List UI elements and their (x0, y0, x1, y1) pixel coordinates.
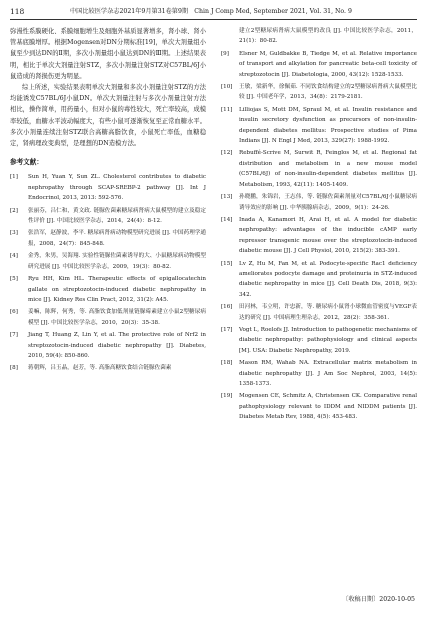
page-number: 118 (10, 7, 25, 16)
reference-item: [1] Sun H, Yuan Y, Sun ZL. Cholesterol contributes to diabetic nephropathy through SCAP-SREBP-2 pathway [J]. Int J Endocrinol, 2013, 2013: 592-576. (10, 174, 206, 202)
reference-item: [19] Mogensen CE, Schmitz A, Christensen CK. Comparative renal pathophysiology relevant to IDDM and NIDDM patients [J]. Diabetes Metab Rev, 1988, 4(5): 453-483. (221, 393, 417, 421)
reference-item: [18] Mason RM, Wahab NA. Extracellular matrix metabolism in diabetic nephropathy [J]. J Am Soc Nephrol, 2003, 14(5): 1358-1373. (221, 360, 417, 387)
reference-item: [11] Lilliojas S, Mott DM, Spraul M, et al. Insulin resistance and insulin secretory dysfunction as precursors of non-insulin-dependent diabetes mellitus: Prospective studies of Pima Indians [J]. N Engl J Med, 2013, 329(27): 1988-1992. (221, 106, 417, 145)
running-header (10, 5, 417, 20)
references-heading: 参考文献： (10, 159, 43, 167)
reference-item: [15] Lv Z, Hu M, Fan M, et al. Podocyte-specific Rac1 deficiency ameliorates podocyte damage and proteinuria in STZ-induced diabetic nephropathy in mice [J]. Cell Death Dis, 2018, 9(3): 342. (221, 260, 417, 298)
reference-item: [6] 姜嘛，陈辉，何秀，等. 高脂饮食加低剂量链脲霉素建立小鼠2型糖尿病模型 [J]. 中国比较医学杂志，2010，20(3)：35-38. (10, 309, 206, 326)
reference-item: [13] 孙晓鹏，朱锦岩，王志伟，等. 链脲佐菌素剂量对C57BL/6J小鼠糖尿病诱导效应的影响 [J]. 中华胰腺病杂志，2009，9(1)：24-26. (221, 194, 417, 211)
reference-item: [2] 张丽芬，吕仁和，黄文政. 链脲佐菌素糖尿病肾病大鼠模型的建立及稳定性评价 [J]. 中国比较医学杂志，2014，24(4)：8-12. (10, 207, 206, 225)
reference-item: [14] Inada A, Kanamori H, Arai H, et al. A model for diabetic nephropathy: advantages of the inducible cAMP early repressor transgenic mouse over the streptozotocin-induced diabetic mouse [J]. J Cell Physiol, 2010, 215(2): 383-391. (221, 216, 417, 255)
journal-citation-line: 中国比较医学杂志2021年9月第31卷第9期 Chin J Comp Med, September 2021, Vol. 31, No. 9 (70, 8, 352, 15)
reference-continuation: 建立2型糖尿病肾病大鼠模型的改良 [J]. 中国比较医学杂志，2011，21(1)：80-82. (239, 28, 417, 45)
received-date: 〔收稿日期〕2020-10-05 (342, 596, 415, 603)
reference-item: [9] Elsner M, Guldbakke B, Tiedge M, et al. Relative importance of transport and alkylation for pancreatic beta-cell toxicity of streptozotocin [J]. Diabetologia, 2000, 43(12): 1528-1533. (221, 50, 417, 78)
body-paragraph-1: 弥漫性系膜硬化、系膜细胞增生及细胞外基质显著增多，肾小球、肾小管基底膜增厚。根据Mogensen对DN分期标准[19]，单次大剂量组小鼠至少到达DN的Ⅱ期，多次小剂量组小鼠达到DN的Ⅲ期。上述结果表明，相比于单次大剂量注射STZ，多次小剂量注射STZ对C57BL/6J小鼠造成的肾损伤更为明显。 (10, 28, 206, 80)
reference-item: [5] Ryu HH, Kim HL. Therapeutic effects of epigallocatechin gallate on streptozotocin-induced diabetic nephropathy in mice [J]. Kidney Res Clin Pract, 2012, 31(2): A45. (10, 276, 206, 303)
reference-item: [7] Jiang T, Huang Z, Lin Y, et al. The protective role of Nrf2 in streptozotocin-induced diabetic nephropathy [J]. Diabetes, 2010, 59(4): 850-860. (10, 332, 206, 359)
reference-item: [3] 张浩军，赵静波，李平. 糖尿病肾病动物模型研究进展 [J]. 中国药理学通报，2008，24(7)：845-848. (10, 230, 206, 247)
reference-item: [16] 田河林，韦立明，许忠新，等. 糖尿病小鼠肾小球微血管密度与VEGF表达的研究 [J]. 中国病理生理杂志，2012，28(2)：358-361. (221, 304, 417, 321)
body-paragraph-2: 综上所述，实验结果表明单次大剂量和多次小剂量注射STZ的方法均能诱发C57BL/6J小鼠DN。单次大剂量注射与多次小剂量注射方法相比，操作简单，用药量小，但对小鼠的毒性较大，死亡率较高，成模率较低，血糖水平波动幅度大，有些小鼠可逐渐恢复至正常血糖水平。多次小剂量连续注射STZ联合高糖高脂饮食，小鼠死亡率低，血糖稳定，肾病理改变典型，是理想的DN造模方法。 (10, 84, 206, 148)
reference-item: [4] 金秀，朱男，吴海翔. 实验性链脲佐菌素诱导的大、小鼠糖尿病动物模型研究进展 [J]. 中国比较医学杂志，2009，19(3)：80-82. (10, 253, 206, 270)
reference-item: [12] Rebuffé-Scrive M, Surwit R, Feinglos M, et al. Regional fat distribution and metabolism in a new mouse model (C57BL/6J) of non-insulin-dependent diabetes mellitus [J]. Metabolism, 1993, 42(11): 1405-1409. (221, 150, 417, 188)
reference-item: [17] Vogt L, Roelofs JJ. Introduction to pathogenetic mechanisms of diabetic nephropathy: pathophysiology and clinical aspects [M]. USA: Diabetic Nephropathy, 2019. (221, 326, 417, 354)
references-list-left (10, 172, 206, 373)
right-column (221, 26, 417, 425)
reference-item: [8] 蒋朝辉，吕玉晶，赵芳，等. 高脂高糖饮食结合链脲佐菌素 (10, 365, 172, 372)
reference-item: [10] 王敏，梁新华，徐佩茹. 不同饮食结构建立的2型糖尿病肾病大鼠模型比较 [J]. 中国老年学，2013，34(8)：2179-2181. (221, 84, 417, 101)
left-column (10, 26, 206, 376)
